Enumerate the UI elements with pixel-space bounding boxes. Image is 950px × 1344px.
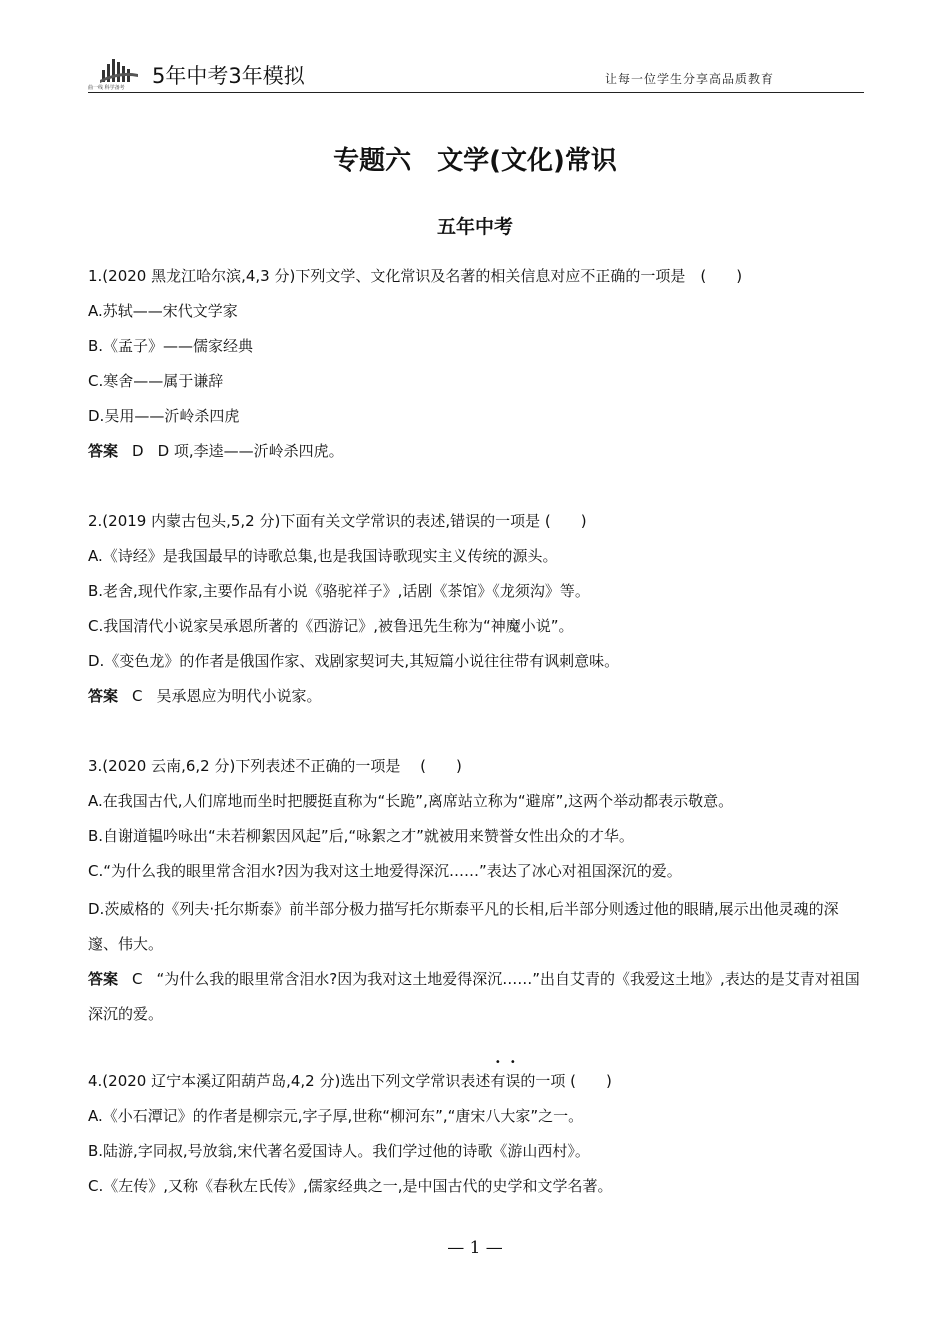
option-d: D.茨威格的《列夫·托尔斯泰》前半部分极力描写托尔斯泰平凡的长相,后半部分则透过他的眼睛,展示出他灵魂的深邃、伟大。 — [88, 900, 839, 953]
answer-key: D — [132, 442, 144, 460]
header-slogan: 让每一位学生分享高品质教育 — [604, 72, 774, 86]
question-stem: 2.(2019 内蒙古包头,5,2 分)下面有关文学常识的表述,错误的一项是 ( ) — [88, 512, 587, 530]
answer-row — [88, 682, 864, 717]
answer-row — [88, 437, 864, 472]
option-c: C.寒舍——属于谦辞 — [88, 372, 224, 390]
answer-label: 答案 — [88, 442, 119, 460]
option-a: A.苏轼——宋代文学家 — [88, 302, 238, 320]
answer-explanation: 吴承恩应为明代小说家。 — [156, 687, 322, 705]
question-stem: 3.(2020 云南,6,2 分)下列表述不正确的一项是 ( ) — [88, 757, 462, 775]
answer-key: C — [132, 687, 143, 705]
logo-caption: 曲一线 科学备考 — [88, 85, 125, 91]
stem-after: 的一项 ( ) — [520, 1072, 612, 1090]
emphasized-char: 有 — [490, 1072, 506, 1090]
emphasized-char: 误 — [505, 1072, 521, 1090]
option-d: D.吴用——沂岭杀四虎 — [88, 407, 240, 425]
option-b: B.自谢道韫吟咏出“未若柳絮因风起”后,“咏絮之才”就被用来赞誉女性出众的才华。 — [88, 827, 634, 845]
option-d: D.《变色龙》的作者是俄国作家、戏剧家契诃夫,其短篇小说往往带有讽刺意味。 — [88, 652, 620, 670]
emphasized-word-first — [490, 1072, 520, 1090]
question-stem — [88, 1067, 864, 1102]
option-a: A.《诗经》是我国最早的诗歌总集,也是我国诗歌现实主义传统的源头。 — [88, 547, 558, 565]
page-number: — 1 — — [447, 1238, 503, 1258]
section-subtitle: 五年中考 — [436, 216, 513, 238]
answer-row — [88, 962, 864, 1032]
answer-explanation: D 项,李逵——沂岭杀四虎。 — [157, 442, 344, 460]
brand-name: 5年中考3年模拟 — [152, 64, 305, 88]
option-a: A.《小石潭记》的作者是柳宗元,字子厚,世称“柳河东”,“唐宋八大家”之一。 — [88, 1107, 584, 1125]
question-3 — [88, 752, 864, 1032]
question-stem: 1.(2020 黑龙江哈尔滨,4,3 分)下列文学、文化常识及名著的相关信息对应不正确的一项是 ( ) — [88, 267, 743, 285]
spacer — [88, 1032, 864, 1067]
question-list — [88, 262, 864, 1207]
option-a: A.在我国古代,人们席地而坐时把腰挺直称为“长跪”,离席站立称为“避席”,这两个举动都表示敬意。 — [88, 792, 734, 810]
option-c: C.我国清代小说家吴承恩所著的《西游记》,被鲁迅先生称为“神魔小说”。 — [88, 617, 574, 635]
question-1 — [88, 262, 864, 472]
page-header — [88, 54, 864, 93]
answer-explanation: “为什么我的眼里常含泪水?因为我对这土地爱得深沉……”出自艾青的《我爱这土地》,表达的是艾青对祖国深沉的爱。 — [88, 970, 860, 1023]
answer-label: 答案 — [88, 687, 119, 705]
answer-key: C — [132, 970, 143, 988]
spacer — [88, 472, 864, 507]
option-b: B.《孟子》——儒家经典 — [88, 337, 254, 355]
option-b: B.陆游,字同叔,号放翁,宋代著名爱国诗人。我们学过他的诗歌《游山西村》。 — [88, 1142, 590, 1160]
page-title: 专题六 文学(文化)常识 — [333, 146, 617, 176]
stem-before: 4.(2020 辽宁本溪辽阳葫芦岛,4,2 分)选出下列文学常识表述 — [88, 1072, 491, 1090]
option-b: B.老舍,现代作家,主要作品有小说《骆驼祥子》,话剧《茶馆》《龙须沟》等。 — [88, 582, 590, 600]
question-4 — [88, 1067, 864, 1207]
answer-label: 答案 — [88, 970, 119, 988]
option-c: C.“为什么我的眼里常含泪水?因为我对这土地爱得深沉……”表达了冰心对祖国深沉的爱。 — [88, 862, 682, 880]
option-c: C.《左传》,又称《春秋左氏传》,儒家经典之一,是中国古代的史学和文学名著。 — [88, 1177, 613, 1195]
question-2 — [88, 507, 864, 717]
spacer — [88, 717, 864, 752]
